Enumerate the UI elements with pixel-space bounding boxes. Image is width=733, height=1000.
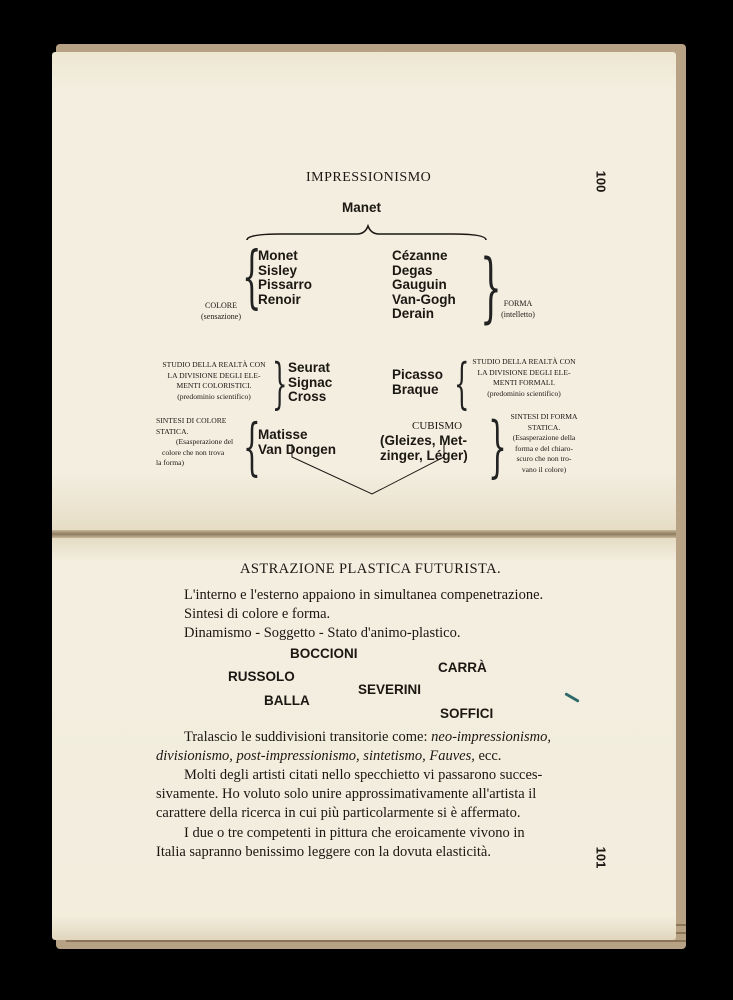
paragraph-competenti: I due o tre competenti in pittura che eroicamente vivono in Italia sapranno benissimo leggere con la dovuta elasticità.	[156, 825, 525, 861]
forma-label: FORMA (intelletto)	[501, 299, 535, 319]
cubismo-heading: CUBISMO	[412, 420, 463, 432]
artist-balla: BALLA	[264, 693, 310, 708]
page-101	[52, 538, 676, 940]
artist-severini: SEVERINI	[358, 682, 422, 697]
page-100	[52, 52, 676, 530]
brace-icon: }	[488, 408, 507, 485]
artist-russolo: RUSSOLO	[228, 669, 295, 684]
artist-carra: CARRÀ	[438, 660, 487, 675]
root-artist: Manet	[342, 200, 382, 215]
sintesi-colore-label: SINTESI DI COLORE STATICA. (Esasperazione del colore che non trova la forma)	[156, 416, 234, 467]
divisionist-artists: Seurat Signac Cross	[288, 360, 333, 404]
cubismo-artists: (Gleizes, Met- zinger, Léger)	[380, 433, 468, 463]
brace-icon: {	[243, 410, 261, 483]
page-number: 101	[593, 846, 609, 869]
brace-icon: {	[242, 238, 262, 317]
colore-artists: Monet Sisley Pissarro Renoir	[258, 248, 313, 307]
ink-mark	[564, 692, 579, 703]
studio-forma-label: STUDIO DELLA REALTÀ CON LA DIVISIONE DEGLI ELE- MENTI FORMALI. (predominio scientifico)	[472, 357, 576, 398]
open-book	[48, 40, 684, 950]
artist-soffici: SOFFICI	[440, 706, 494, 721]
studio-colore-label: STUDIO DELLA REALTÀ CON LA DIVISIONE DEGLI ELE- MENTI COLORISTICI. (predominio scientifico)	[162, 360, 266, 401]
paragraph-transitions: Tralascio le suddivisioni transitorie come: neo-impressionismo, divisionismo, post-impressionismo, sintetismo, Fauves, ecc.	[156, 729, 552, 765]
brace-icon: }	[480, 242, 502, 331]
sintesi-forma-label: SINTESI DI FORMA STATICA. (Esasperazione della forma e del chiaro- scuro che non tro- vano il colore)	[510, 412, 578, 474]
intro-text: L'interno e l'esterno appaiono in simultanea compenetrazione. Sintesi di colore e forma. Dinamismo - Soggetto - Stato d'animo-plastico.	[184, 587, 544, 642]
book-gutter	[52, 530, 676, 538]
colore-label: COLORE (sensazione)	[201, 301, 241, 321]
page-number: 100	[593, 170, 609, 193]
artist-boccioni: BOCCIONI	[290, 646, 358, 661]
brace-icon: {	[454, 352, 470, 415]
page-title: IMPRESSIONISMO	[306, 170, 432, 185]
brace-icon: }	[272, 352, 288, 415]
section-title: ASTRAZIONE PLASTICA FUTURISTA.	[240, 561, 501, 577]
paragraph-artists: Molti degli artisti citati nello specchietto vi passarono succes- sivamente. Ho voluto solo unire approssimativamente all'artista il carattere della ricerca in cui più particolarmente si è affermato.	[156, 767, 543, 822]
edge-line	[66, 940, 686, 942]
fauve-artists: Matisse Van Dongen	[258, 427, 337, 457]
cubist-artists: Picasso Braque	[392, 367, 444, 397]
forma-artists: Cézanne Degas Gauguin Van-Gogh Derain	[392, 248, 456, 321]
